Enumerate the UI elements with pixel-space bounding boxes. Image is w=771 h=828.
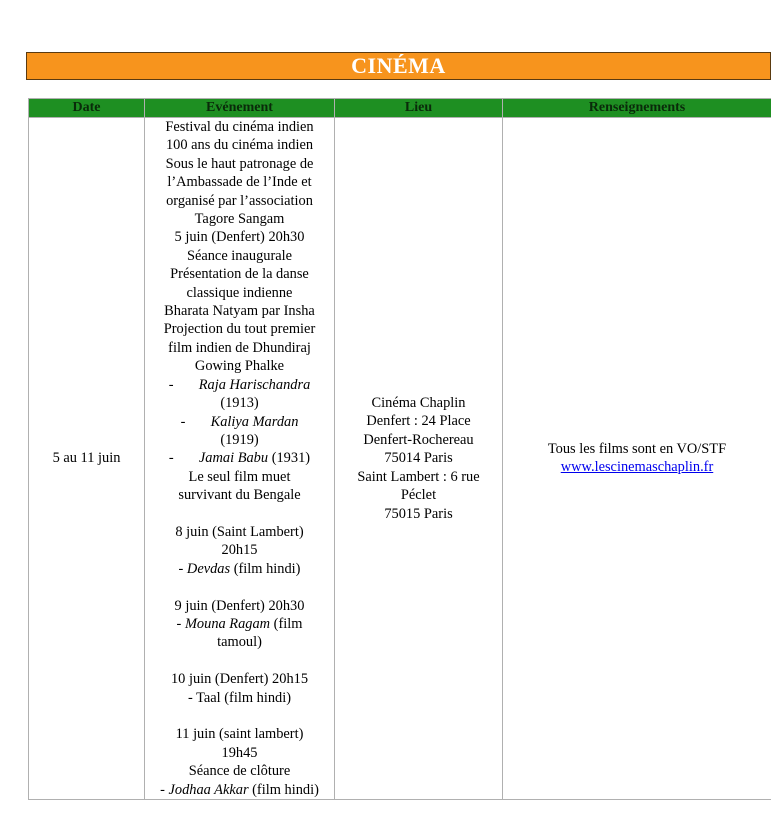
film-title-line	[145, 449, 334, 467]
event-line: 5 juin (Denfert) 20h30	[174, 229, 305, 246]
list-dash: -	[178, 560, 187, 577]
date-cell: 5 au 11 juin	[29, 118, 145, 800]
section-banner	[26, 52, 771, 80]
film-title: Mouna Ragam	[184, 615, 271, 632]
list-dash: -	[180, 413, 186, 430]
event-line: Le seul film muet	[188, 468, 291, 485]
event-line: Festival du cinéma indien	[165, 119, 314, 135]
spacer	[145, 578, 334, 596]
film-title-line	[145, 376, 334, 394]
film-title: Raja Harischandra	[198, 376, 311, 393]
lieu-line: 75014 Paris	[384, 450, 453, 467]
screening-line: 8 juin (Saint Lambert)	[175, 523, 304, 540]
info-cell	[503, 118, 771, 800]
lieu-line: Denfert-Rochereau	[363, 431, 474, 448]
spacer	[145, 707, 334, 725]
header-info: Renseignements	[503, 99, 771, 118]
event-cell	[145, 118, 335, 800]
lieu-line: 75015 Paris	[384, 505, 453, 522]
screening-line: 9 juin (Denfert) 20h30	[174, 597, 305, 614]
screening-line: 10 juin (Denfert) 20h15	[170, 671, 309, 688]
film-title: Jodhaa Akkar	[168, 781, 249, 798]
header-event: Evénement	[145, 99, 335, 118]
table-row	[29, 118, 771, 800]
event-line: Tagore Sangam	[194, 211, 285, 228]
screening-film	[145, 615, 334, 633]
event-line: organisé par l’association	[166, 192, 313, 209]
event-line: Séance inaugurale	[186, 247, 293, 264]
screening-line: Séance de clôture	[188, 763, 291, 780]
lieu-cell	[335, 118, 503, 800]
event-line: survivant du Bengale	[178, 487, 301, 504]
section-title: CINÉMA	[351, 53, 446, 78]
lieu-line: Péclet	[400, 487, 437, 504]
event-line: film indien de Dhundiraj	[168, 339, 311, 356]
events-table	[28, 98, 771, 800]
header-lieu: Lieu	[335, 99, 503, 118]
list-dash: -	[176, 615, 185, 632]
film-title: Devdas	[186, 560, 231, 577]
website-link[interactable]: www.lescinemaschaplin.fr	[560, 459, 714, 476]
screening-film	[145, 560, 334, 578]
spacer	[145, 652, 334, 670]
screening-line: 11 juin (saint lambert)	[175, 726, 304, 743]
event-line: Projection du tout premier	[163, 321, 316, 338]
film-note: (film hindi)	[248, 781, 319, 798]
screening-line: 20h15	[221, 542, 258, 559]
event-line: Bharata Natyam par Insha	[164, 303, 315, 320]
film-note: (film hindi)	[230, 560, 301, 577]
film-note: (film	[270, 615, 303, 632]
film-title: Jamai Babu	[198, 450, 269, 467]
list-dash: -	[160, 781, 169, 798]
lieu-line: Denfert : 24 Place	[366, 413, 471, 430]
header-date: Date	[29, 99, 145, 118]
film-title-line	[145, 413, 334, 431]
lieu-line: Cinéma Chaplin	[371, 395, 466, 412]
info-text: Tous les films sont en VO/STF	[547, 441, 727, 458]
list-dash: -	[168, 450, 174, 467]
film-year: (1931)	[271, 450, 311, 467]
lieu-line: Saint Lambert : 6 rue	[357, 468, 480, 485]
screening-line: tamoul)	[217, 634, 262, 651]
spacer	[145, 505, 334, 523]
film-year: (1913)	[220, 395, 259, 412]
table-header-row	[29, 99, 771, 118]
event-line: classique indienne	[186, 284, 293, 301]
film-year: (1919)	[220, 431, 259, 448]
event-line: l’Ambassade de l’Inde et	[167, 174, 312, 191]
screening-line: 19h45	[221, 744, 258, 761]
event-line: 100 ans du cinéma indien	[165, 137, 314, 154]
screening-line: - Taal (film hindi)	[187, 689, 292, 706]
screening-film	[145, 781, 334, 799]
event-line: Gowing Phalke	[194, 358, 285, 375]
event-line: Sous le haut patronage de	[165, 155, 314, 172]
list-dash: -	[168, 376, 174, 393]
event-line: Présentation de la danse	[170, 266, 309, 283]
film-title: Kaliya Mardan	[210, 413, 299, 430]
